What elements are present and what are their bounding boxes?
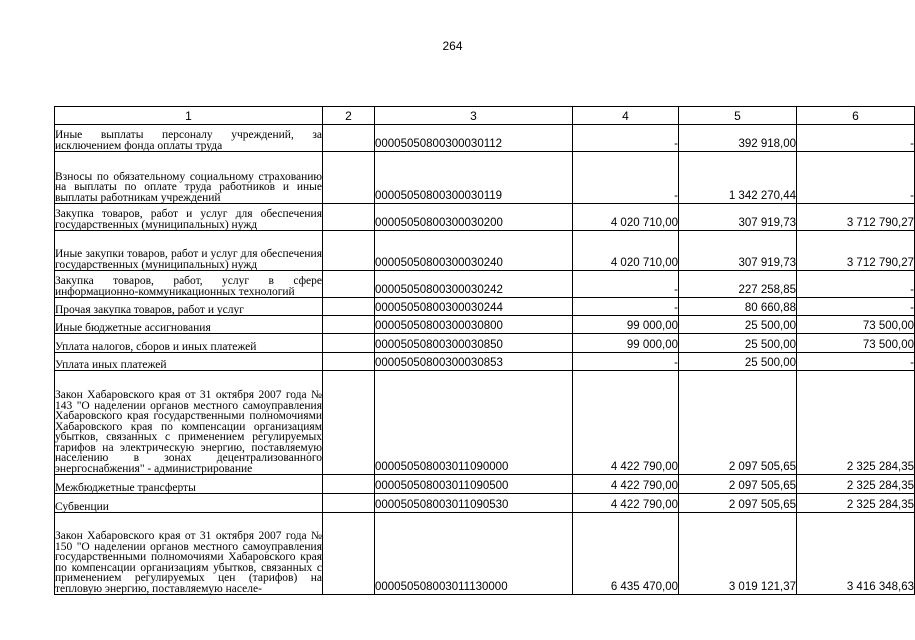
- table-row: [55, 513, 915, 595]
- column-header-6: 6: [797, 107, 915, 125]
- row-name: Уплата налогов, сборов и иных платежей: [55, 334, 323, 353]
- row-col6: 2 325 284,35: [797, 371, 915, 475]
- table-row: [55, 371, 915, 475]
- row-col5: 392 918,00: [679, 125, 797, 152]
- table-header-row: [55, 107, 915, 125]
- row-col5: 3 019 121,37: [679, 513, 797, 595]
- row-col2: [323, 334, 375, 353]
- table-row: [55, 231, 915, 271]
- row-col4: -: [573, 152, 679, 204]
- row-code: 00005050800300030850: [375, 334, 573, 353]
- row-col2: [323, 353, 375, 371]
- row-name: Иные выплаты персоналу учреждений, за исключением фонда оплаты труда: [55, 125, 323, 152]
- table-row: [55, 475, 915, 494]
- table-row: [55, 152, 915, 204]
- row-col2: [323, 152, 375, 204]
- row-col4: 4 422 790,00: [573, 371, 679, 475]
- row-name: Субвенции: [55, 494, 323, 513]
- row-code: 00005050800300030200: [375, 204, 573, 231]
- row-col6: -: [797, 298, 915, 316]
- table-row: [55, 494, 915, 513]
- row-col5: 227 258,85: [679, 271, 797, 298]
- row-col4: 6 435 470,00: [573, 513, 679, 595]
- row-col6: -: [797, 271, 915, 298]
- row-col2: [323, 204, 375, 231]
- row-col5: 80 660,88: [679, 298, 797, 316]
- row-col6: 3 712 790,27: [797, 204, 915, 231]
- row-name: Взносы по обязательному социальному страхованию на выплаты по оплате труда работников и иные выплаты работникам учреждений: [55, 152, 323, 204]
- row-col6: 2 325 284,35: [797, 494, 915, 513]
- table-row: [55, 316, 915, 334]
- row-col2: [323, 298, 375, 316]
- row-col4: -: [573, 125, 679, 152]
- budget-execution-table: [54, 106, 915, 595]
- row-col4: -: [573, 298, 679, 316]
- table-row: [55, 204, 915, 231]
- row-name: Иные бюджетные ассигнования: [55, 316, 323, 334]
- row-code: 000050508003011090500: [375, 475, 573, 494]
- row-col5: 307 919,73: [679, 231, 797, 271]
- row-name: Закупка товаров, работ и услуг для обеспечения государственных (муниципальных) нужд: [55, 204, 323, 231]
- row-code: 000050508003011090530: [375, 494, 573, 513]
- row-code: 000050508003011090000: [375, 371, 573, 475]
- column-header-3: 3: [375, 107, 573, 125]
- row-col5: 1 342 270,44: [679, 152, 797, 204]
- row-col2: [323, 513, 375, 595]
- row-col6: -: [797, 353, 915, 371]
- row-code: 00005050800300030800: [375, 316, 573, 334]
- row-code: 00005050800300030112: [375, 125, 573, 152]
- row-code: 00005050800300030244: [375, 298, 573, 316]
- row-col5: 307 919,73: [679, 204, 797, 231]
- table-row: [55, 125, 915, 152]
- column-header-1: 1: [55, 107, 323, 125]
- row-code: 00005050800300030240: [375, 231, 573, 271]
- row-col2: [323, 494, 375, 513]
- row-col5: 25 500,00: [679, 353, 797, 371]
- row-name: Закон Хабаровского края от 31 октября 2007 года № 150 "О наделении органов местного самоуправления государственными полномочиями Хабаровского края по компенсации организациям убытков, связанных с применением регулируемых цен (тарифов) на тепловую энергию, поставляемую населе-: [55, 513, 323, 595]
- row-col2: [323, 271, 375, 298]
- page-number: 264: [442, 39, 463, 53]
- table-row: [55, 334, 915, 353]
- row-code: 000050508003011130000: [375, 513, 573, 595]
- row-name: Закупка товаров, работ, услуг в сфере информационно-коммуникационных технологий: [55, 271, 323, 298]
- row-col4: 4 020 710,00: [573, 204, 679, 231]
- row-col6: 2 325 284,35: [797, 475, 915, 494]
- row-name: Межбюджетные трансферты: [55, 475, 323, 494]
- row-col4: 4 020 710,00: [573, 231, 679, 271]
- table-row: [55, 271, 915, 298]
- row-col2: [323, 316, 375, 334]
- row-col6: 3 416 348,63: [797, 513, 915, 595]
- row-col4: 4 422 790,00: [573, 475, 679, 494]
- column-header-2: 2: [323, 107, 375, 125]
- row-col4: 4 422 790,00: [573, 494, 679, 513]
- row-col2: [323, 475, 375, 494]
- row-code: 00005050800300030853: [375, 353, 573, 371]
- row-col6: 73 500,00: [797, 316, 915, 334]
- row-col4: -: [573, 271, 679, 298]
- row-col2: [323, 125, 375, 152]
- row-col2: [323, 231, 375, 271]
- row-col2: [323, 371, 375, 475]
- row-col6: 3 712 790,27: [797, 231, 915, 271]
- row-col5: 25 500,00: [679, 316, 797, 334]
- row-col5: 2 097 505,65: [679, 371, 797, 475]
- row-col4: -: [573, 353, 679, 371]
- row-col6: -: [797, 152, 915, 204]
- row-name: Закон Хабаровского края от 31 октября 2007 года № 143 "О наделении органов местного самоуправления Хабаровского края государственными полномочиями Хабаровского края по компенсации организациям убытков, связанных с применением регулируемых тарифов на электрическую энергию, поставляемую населению в зонах децентрализованного энергоснабжения" - администрирование: [55, 371, 323, 475]
- row-col4: 99 000,00: [573, 316, 679, 334]
- column-header-5: 5: [679, 107, 797, 125]
- row-code: 00005050800300030242: [375, 271, 573, 298]
- row-col5: 2 097 505,65: [679, 494, 797, 513]
- row-name: Уплата иных платежей: [55, 353, 323, 371]
- row-name: Иные закупки товаров, работ и услуг для обеспечения государственных (муниципальных) нужд: [55, 231, 323, 271]
- row-name: Прочая закупка товаров, работ и услуг: [55, 298, 323, 316]
- row-col5: 2 097 505,65: [679, 475, 797, 494]
- table-row: [55, 298, 915, 316]
- row-code: 00005050800300030119: [375, 152, 573, 204]
- table-row: [55, 353, 915, 371]
- row-col4: 99 000,00: [573, 334, 679, 353]
- row-col6: 73 500,00: [797, 334, 915, 353]
- row-col6: -: [797, 125, 915, 152]
- row-col5: 25 500,00: [679, 334, 797, 353]
- column-header-4: 4: [573, 107, 679, 125]
